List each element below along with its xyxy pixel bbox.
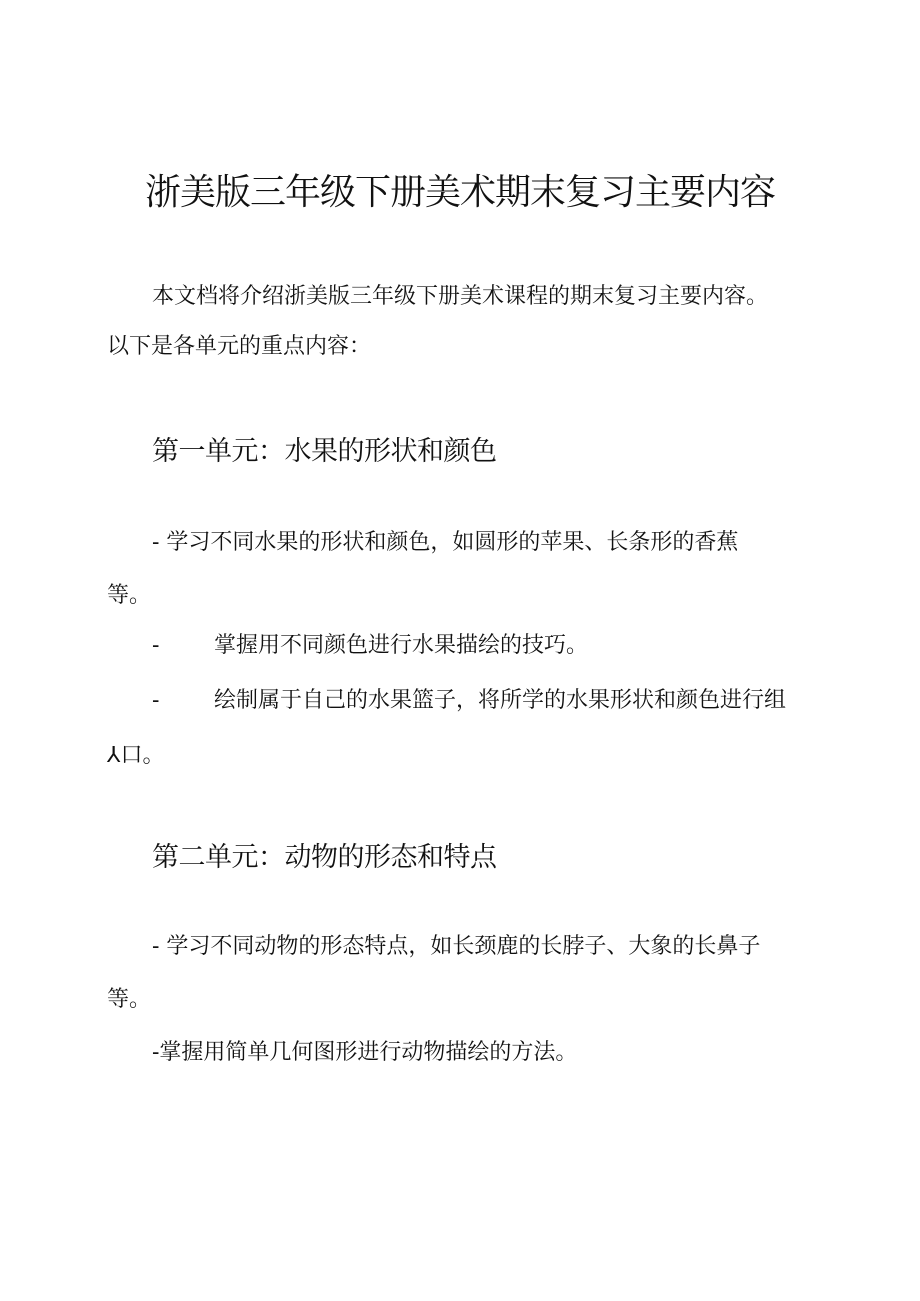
unit1-item1-line2: 等。: [107, 583, 152, 608]
unit2-heading: 第二单元：动物的形态和特点: [152, 842, 497, 873]
list-dash: -: [152, 688, 160, 713]
intro-line-1: 本文档将介绍浙美版三年级下册美术课程的期末复习主要内容。: [152, 284, 769, 309]
unit1-item1-line1: - 学习不同水果的形状和颜色，如圆形的苹果、长条形的香蕉: [152, 530, 739, 555]
intro-line-2: 以下是各单元的重点内容：: [107, 334, 372, 359]
unit1-heading: 第一单元：水果的形状和颜色: [152, 436, 497, 467]
unit1-item2: [152, 626, 588, 666]
unit1-item2-text: 掌握用不同颜色进行水果描绘的技巧。: [214, 633, 589, 658]
list-dash: -: [152, 633, 160, 658]
unit2-item1-line1: - 学习不同动物的形态特点，如长颈鹿的长脖子、大象的长鼻子: [152, 934, 761, 959]
unit1-item3-line2: ⅄口。: [107, 743, 165, 768]
document-title: 浙美版三年级下册美术期末复习主要内容: [144, 172, 775, 213]
unit2-item2: -掌握用简单几何图形进行动物描绘的方法。: [152, 1040, 578, 1065]
unit2-item1-line2: 等。: [107, 987, 152, 1012]
unit1-item3: [152, 681, 786, 721]
unit1-item3-line1: 绘制属于自己的水果篮子，将所学的水果形状和颜色进行组: [214, 688, 787, 713]
